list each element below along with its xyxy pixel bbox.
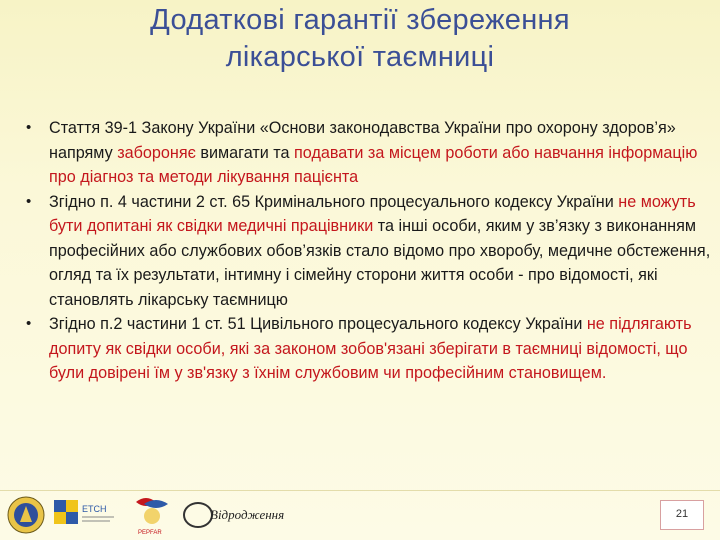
- slide-title: [0, 2, 720, 76]
- highlighted-text: подавати за місцем роботи або навчання інформацію про діагноз та методи лікування пацієнта: [49, 143, 698, 186]
- bullet-text-segment: та інші особи, яким у зв’язку з виконанням професійних або службових обов’язків стало відомо про хворобу, медичне обстеження, огляд та їх результати, інтимну і сімейну сторони життя особи - про відомості, які становлять лікарську таємницю: [49, 217, 711, 309]
- bullet-marker: •: [26, 192, 32, 210]
- peppa-logo-text: PEPFAR: [138, 530, 162, 536]
- vidrodzhennia-logo: [184, 503, 284, 527]
- highlighted-text: не підлягають допиту як свідки особи, які за законом зобов'язані зберігати в таємниці відомості, що були довірені їм у зв'язку з їхнім службовим чи професійним становищем.: [49, 315, 692, 382]
- emblem-logo: [8, 497, 44, 533]
- slide-title-line-2: лікарської таємниці: [225, 41, 495, 73]
- slide-title-line-1: Додаткові гарантії збереження: [150, 4, 570, 36]
- highlighted-text: забороняє: [117, 143, 196, 162]
- bullet-text-segment: Згідно п.2 частини 1 ст. 51 Цивільного процесуального кодексу України: [49, 315, 587, 333]
- page-number: 21: [675, 508, 689, 520]
- bullet-text-segment: Стаття 39-1 Закону України «Основи законодавства України про охорону здоров’я» напряму: [49, 119, 676, 162]
- highlighted-text: не можуть бути допитані як свідки медичні працівники: [49, 192, 696, 235]
- footer-logos: [6, 492, 285, 538]
- bullet-text: [49, 193, 710, 309]
- etcn-logo-text: ЕТСН: [82, 504, 107, 514]
- bullet-list: [16, 116, 716, 386]
- bullet-text-segment: Згідно п. 4 частини 2 ст. 65 Кримінального процесуального кодексу України: [49, 192, 619, 211]
- bullet-marker: •: [26, 119, 32, 136]
- bullet-item: [16, 312, 716, 386]
- bullet-marker: •: [26, 315, 32, 332]
- etcn-logo: [54, 500, 114, 524]
- bullet-text: [49, 119, 697, 186]
- footer-divider: [0, 490, 720, 491]
- bullet-item: [16, 190, 716, 313]
- bullet-text: [49, 315, 692, 382]
- peppa-logo: [136, 498, 168, 536]
- vidrodzhennia-logo-text: Відродження: [210, 507, 285, 522]
- bullet-text-segment: вимагати та: [195, 143, 295, 162]
- bullet-item: [16, 116, 716, 190]
